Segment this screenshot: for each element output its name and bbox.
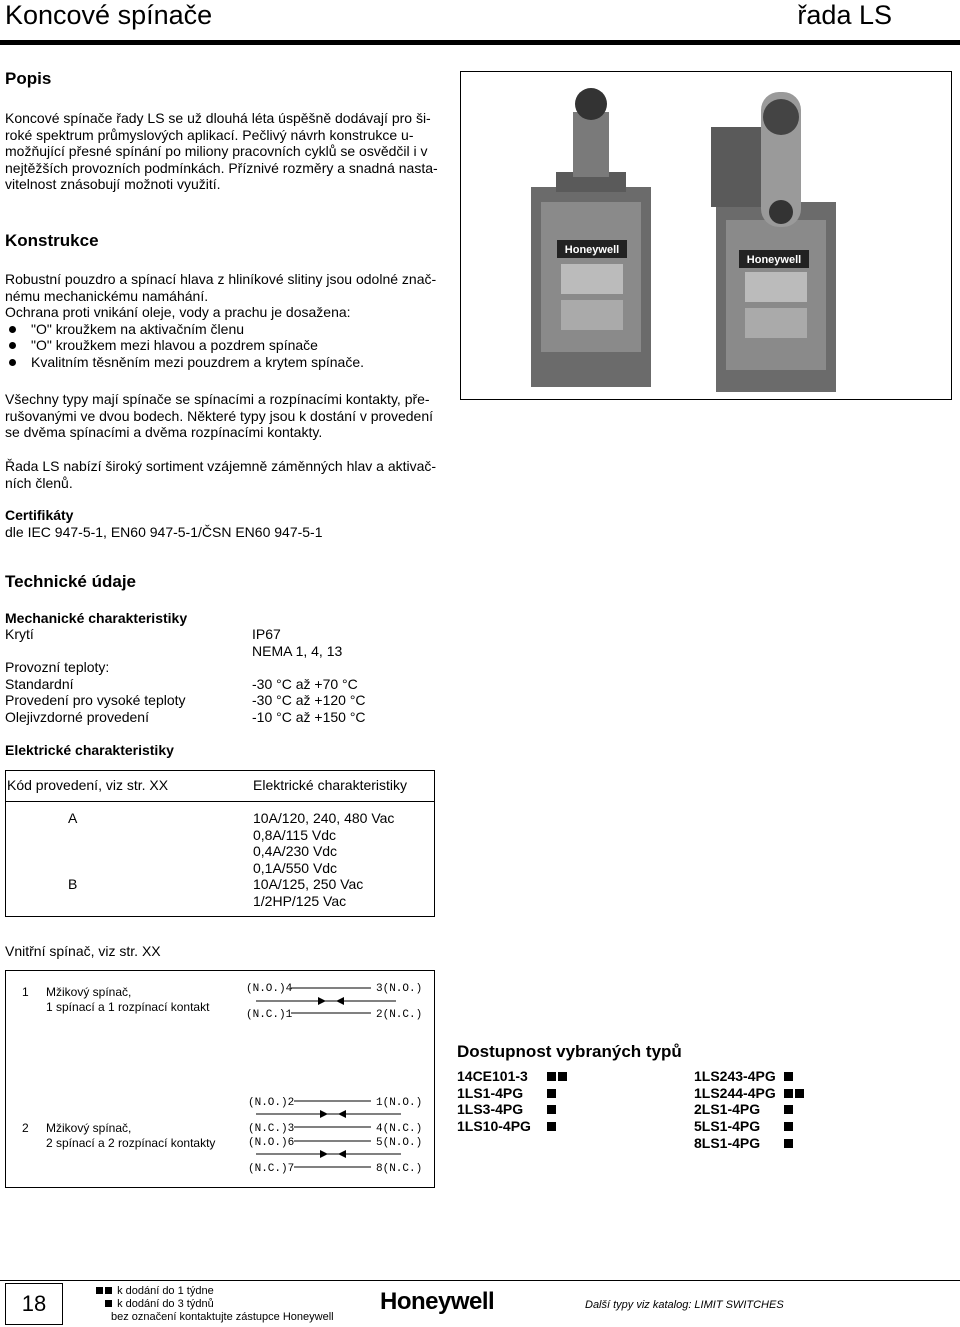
table-row: Provozní teploty: xyxy=(5,659,110,676)
limit-switch-illustration xyxy=(461,72,951,399)
inner-heading: Vnitřní spínač, viz str. XX xyxy=(5,943,161,959)
page-number: 18 xyxy=(5,1283,63,1325)
konstrukce-bullets xyxy=(5,321,457,371)
svg-text:2(N.C.): 2(N.C.) xyxy=(376,1009,423,1021)
svg-text:5(N.O.): 5(N.O.) xyxy=(376,1137,423,1149)
footer-rule xyxy=(0,1280,960,1281)
svg-text:4(N.C.): 4(N.C.) xyxy=(376,1123,423,1135)
konstrukce-text: Robustní pouzdro a spínací hlava z hliníkové slitiny jsou odolné znač- nému mechanickému namáhání. Ochrana proti vnikání oleje, vody a prachu je dosažena: "O" kroužkem na aktivačním členu "O" kroužkem mezi hlavou a pozdrem spínače Kvalitním těsněním mezi pouzdrem a krytem spínače. xyxy=(5,271,457,371)
mech-table xyxy=(5,626,455,726)
availability-heading: Dostupnost vybraných typů xyxy=(457,1042,682,1061)
list-item: "O" kroužkem na aktivačním členu xyxy=(5,321,457,338)
certifikaty: Certifikáty dle IEC 947-5-1, EN60 947-5-1/ČSN EN60 947-5-1 xyxy=(5,507,323,540)
svg-text:1(N.O.): 1(N.O.) xyxy=(376,1097,423,1109)
footer-legend: k dodání do 1 týdne k dodání do 3 týdnů bez označení kontaktujte zástupce Honeywell xyxy=(96,1285,334,1324)
table-row: 1LS3-4PG xyxy=(457,1101,569,1118)
divider xyxy=(6,801,434,802)
svg-text:3(N.O.): 3(N.O.) xyxy=(376,983,423,995)
table-row: NEMA 1, 4, 13 xyxy=(252,642,343,659)
svg-text:(N.O.)4: (N.O.)4 xyxy=(246,983,293,995)
honeywell-logo: Honeywell xyxy=(380,1288,495,1315)
table-row: Krytí IP67 xyxy=(5,626,281,642)
inner-switch-box: 1 Mžikový spínač, 1 spínací a 1 rozpínací kontakt (N.O.)4 3(N.O.) (N.C.)1 2(N.C.) 2 Mžikový spínač, 2 spínací a 2 rozpínací kontakty (N.O.)2 1(N.O.) (N.C.)3 4(N.C.) (N.O.)6 5(N.O.) (N.C.)7 8(N.C.) xyxy=(5,970,435,1188)
popis-heading: Popis xyxy=(5,69,52,88)
table-row: 5LS1-4PG xyxy=(694,1118,806,1135)
table-row: 8LS1-4PG xyxy=(694,1134,806,1151)
svg-text:(N.C.)1: (N.C.)1 xyxy=(246,1009,293,1021)
footer-more: Další typy viz katalog: LIMIT SWITCHES xyxy=(585,1299,784,1311)
table-row: 1LS10-4PG xyxy=(457,1118,569,1135)
elec-col1-header: Kód provedení, viz str. XX xyxy=(7,777,169,793)
list-item: Kvalitním těsněním mezi pouzdrem a krytem spínače. xyxy=(5,354,457,371)
values-a: 10A/120, 240, 480 Vac 0,8A/115 Vdc 0,4A/230 Vdc 0,1A/550 Vdc xyxy=(253,810,395,876)
availability-right xyxy=(694,1068,806,1151)
header-rule xyxy=(0,40,960,45)
svg-text:Honeywell: Honeywell xyxy=(564,244,620,256)
svg-text:(N.C.)3: (N.C.)3 xyxy=(248,1123,295,1135)
konstrukce-text-3: Řada LS nabízí široký sortiment vzájemně záměnných hlav a aktivač- ních členů. xyxy=(5,458,437,491)
list-item: "O" kroužkem mezi hlavou a pozdrem spínače xyxy=(5,337,457,354)
code-a: A xyxy=(68,810,78,826)
tech-heading: Technické údaje xyxy=(5,572,137,591)
svg-text:8(N.C.): 8(N.C.) xyxy=(376,1163,423,1175)
table-row: 14CE101-3 xyxy=(457,1068,569,1085)
svg-text:(N.O.)2: (N.O.)2 xyxy=(248,1097,295,1109)
elec-col2-header: Elektrické charakteristiky xyxy=(253,777,408,793)
availability-left xyxy=(457,1068,569,1134)
popis-text: Koncové spínače řady LS se už dlouhá léta úspěšně dodávají pro ši- roké spektrum průmyslových aplikací. Pečlivý návrh konstrukce u- možňující přesné spínání po miliony pracovních cyklů se osvědčil i v nejtěžších provozních podmínkách. Příznivé rozměry a snadná nasta- vitelnost znásobují možnoti využití. xyxy=(5,110,438,193)
konstrukce-heading: Konstrukce xyxy=(5,231,99,250)
switch-2-diagram xyxy=(236,1091,426,1181)
mech-heading: Mechanické charakteristiky xyxy=(5,610,188,626)
elec-heading: Elektrické charakteristiky xyxy=(5,742,174,758)
table-row: 2LS1-4PG xyxy=(694,1101,806,1118)
svg-text:Honeywell: Honeywell xyxy=(746,254,802,266)
code-b: B xyxy=(68,876,78,892)
svg-text:(N.C.)7: (N.C.)7 xyxy=(248,1163,295,1175)
series-title: řada LS xyxy=(797,0,892,30)
page-title: Koncové spínače xyxy=(5,0,213,30)
svg-text:(N.O.)6: (N.O.)6 xyxy=(248,1137,295,1149)
table-row: 1LS244-4PG xyxy=(694,1085,806,1102)
table-row: Standardní -30 °C až +70 °C xyxy=(5,675,358,692)
product-photo xyxy=(460,71,952,400)
values-b: 10A/125, 250 Vac 1/2HP/125 Vac xyxy=(253,876,364,909)
switch-1-diagram xyxy=(236,979,426,1025)
elec-table xyxy=(5,770,435,917)
table-row: Provedení pro vysoké teploty -30 °C až +120 °C xyxy=(5,692,366,709)
table-row: Olejivzdorné provedení -10 °C až +150 °C xyxy=(5,708,366,725)
konstrukce-text-2: Všechny typy mají spínače se spínacími a rozpínacími kontakty, pře- rušovanými ve dvou bodech. Některé typy jsou k dostání v provedení se dvěma spínacími a dvěma rozpínacími kontakty. xyxy=(5,391,434,441)
table-row: 1LS1-4PG xyxy=(457,1085,569,1102)
table-row: 1LS243-4PG xyxy=(694,1068,806,1085)
